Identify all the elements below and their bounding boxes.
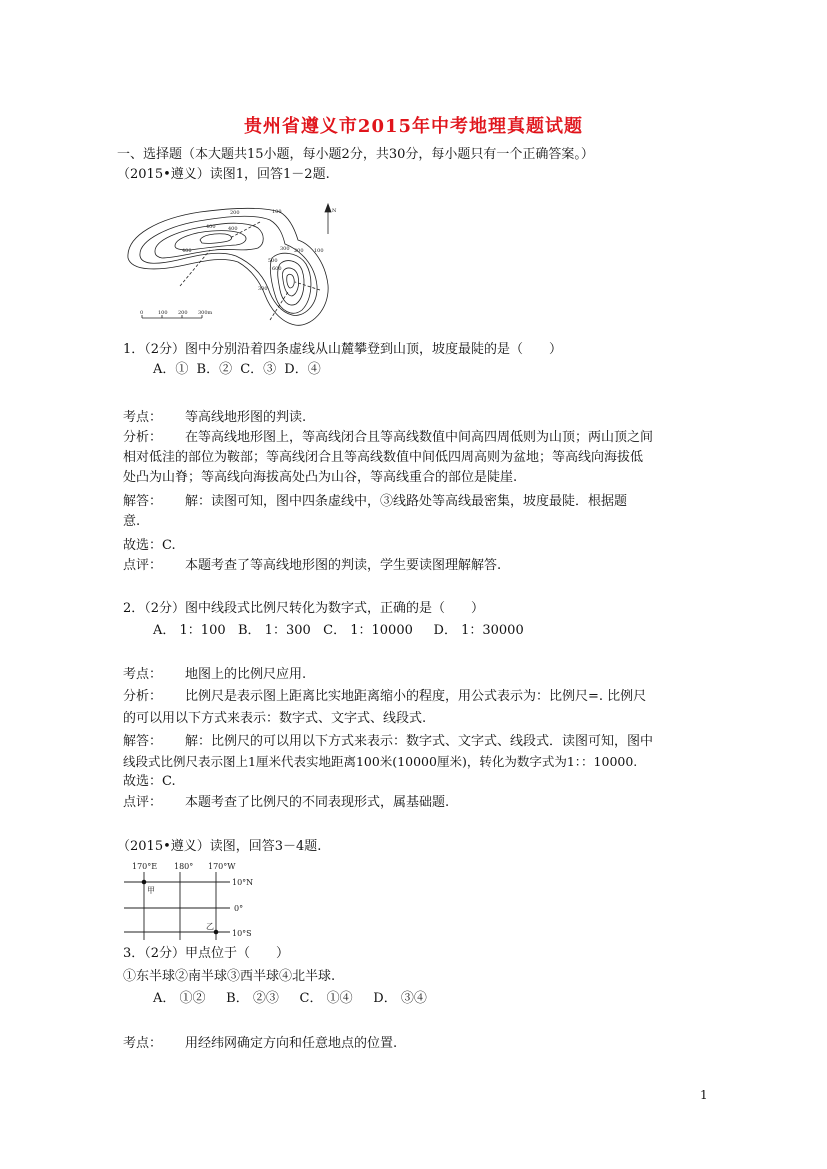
q1-dp-label: 点评：	[123, 558, 163, 573]
q1-fx-line1: 在等高线地形图上，等高线闭合且等高线数值中间高四周低则为山顶；两山顶之间	[185, 430, 654, 445]
point-jia-label: 甲	[147, 886, 155, 895]
contour-label: 400	[182, 248, 192, 254]
latlong-grid-figure	[120, 858, 270, 940]
q1-jd-line1: 解：读图可知，图中四条虚线中，③线路处等高线最密集，坡度最陡．根据题	[185, 494, 628, 509]
q1-jd-label: 解答：	[123, 494, 163, 509]
contour-line	[200, 234, 232, 244]
q1-answer: 故选：C.	[123, 538, 176, 553]
q3-stem: 3．（2分）甲点位于（ ）	[123, 946, 290, 961]
figure1-intro: （2015•遵义）读图1，回答1－2题.	[117, 167, 330, 182]
route-line	[270, 292, 288, 320]
page-title: 贵州省遵义市2015年中考地理真题试题	[243, 116, 584, 137]
contour-label: 400	[206, 224, 216, 230]
longitude-label: 170°W	[208, 862, 236, 871]
contour-label: 300	[280, 246, 290, 252]
q1-fx-line3: 处凸为山脊；等高线向海拔高处凸为山谷，等高线重合的部位是陡崖.	[123, 470, 518, 485]
latitude-label: 0°	[234, 904, 244, 913]
q3-choices: ①东半球②南半球③西半球④北半球.	[123, 969, 336, 984]
longitude-label: 180°	[174, 862, 194, 871]
q3-options: A． ①② B． ②③ C． ①④ D． ③④	[153, 991, 427, 1006]
q2-dp-text: 本题考查了比例尺的不同表现形式，属基础题.	[185, 795, 450, 810]
route-line	[295, 282, 320, 290]
point-jia-marker	[142, 880, 147, 885]
q2-stem: 2．（2分）图中线段式比例尺转化为数字式，正确的是（ ）	[123, 601, 485, 616]
north-label: N	[332, 208, 337, 214]
scale-label: 0	[140, 310, 144, 316]
scale-label: 300m	[198, 310, 213, 316]
section-heading: 一、选择题（本大题共15小题，每小题2分，共30分，每小题只有一个正确答案。）	[117, 147, 594, 162]
contour-label: 600	[272, 266, 282, 272]
q1-fx-line2: 相对低洼的部位为鞍部；等高线闭合且等高线数值中间低四周高则为盆地；等高线向海拔低	[123, 450, 644, 465]
q2-jd-line1: 解：比例尺的可以用以下方式来表示：数字式、文字式、线段式．读图可知，图中	[185, 734, 654, 749]
q2-options: A． 1：100 B． 1：300 C． 1：10000 D． 1：30000	[153, 623, 524, 638]
q2-fx-label: 分析：	[123, 689, 163, 704]
q2-jd-line2: 线段式比例尺表示图上1厘米代表实地距离100米(10000厘米)，转化为数字式为1：：10000.	[123, 754, 638, 769]
q2-fx-line1: 比例尺是表示图上距离比实地距离缩小的程度，用公式表示为：比例尺=. 比例尺	[185, 689, 647, 704]
north-arrow-head	[325, 204, 331, 212]
latitude-label: 10°N	[232, 878, 254, 887]
contour-label: 300	[258, 286, 268, 292]
contour-label: 100	[314, 248, 324, 254]
q1-fx-label: 分析：	[123, 430, 163, 445]
q2-kd-label: 考点：	[123, 667, 163, 682]
scale-label: 200	[178, 310, 188, 316]
contour-map-figure	[120, 200, 345, 335]
contour-label: 500	[268, 258, 278, 264]
q1-kd-label: 考点：	[123, 410, 163, 425]
contour-line	[278, 261, 304, 305]
q1-stem: 1．（2分）图中分别沿着四条虚线从山麓攀登到山顶，坡度最陡的是（ ）	[123, 342, 563, 357]
q3-kd-text: 用经纬网确定方向和任意地点的位置.	[185, 1036, 398, 1051]
point-yi-label: 乙	[206, 922, 214, 931]
contour-label: 200	[294, 248, 304, 254]
latitude-label: 10°S	[232, 929, 252, 938]
longitude-label: 170°E	[132, 862, 158, 871]
q1-dp-text: 本题考查了等高线地形图的判读，学生要读图理解解答.	[185, 558, 502, 573]
q1-jd-line2: 意.	[123, 514, 141, 529]
page-number: 1	[700, 1088, 708, 1102]
figure2-intro: （2015•遵义）读图，回答3－4题.	[117, 839, 322, 854]
contour-line	[287, 274, 295, 288]
contour-label: 100	[272, 209, 282, 215]
q1-kd-text: 等高线地形图的判读.	[185, 410, 307, 425]
q2-dp-label: 点评：	[123, 795, 163, 810]
contour-label: 400	[228, 226, 238, 232]
contour-label: 200	[230, 210, 240, 216]
q2-jd-label: 解答：	[123, 734, 163, 749]
q2-kd-text: 地图上的比例尺应用.	[185, 667, 307, 682]
scale-label: 100	[158, 310, 168, 316]
q3-kd-label: 考点：	[123, 1036, 163, 1051]
q2-fx-line2: 的可以用以下方式来表示：数字式、文字式、线段式.	[123, 711, 427, 726]
q2-answer: 故选：C.	[123, 774, 176, 789]
point-yi-marker	[214, 930, 219, 935]
q1-options: A．① B．② C．③ D．④	[153, 362, 321, 377]
